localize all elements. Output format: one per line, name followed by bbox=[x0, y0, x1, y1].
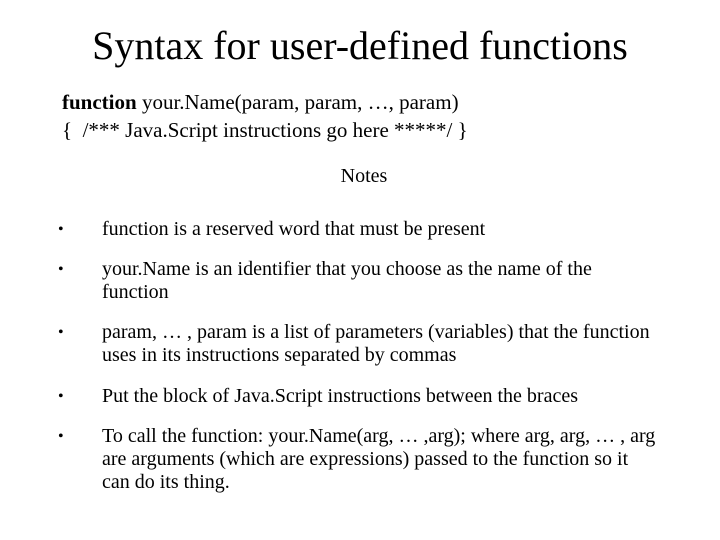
note-item bbox=[58, 385, 658, 408]
bullet-icon: • bbox=[58, 388, 64, 405]
note-text: function is a reserved word that must be present bbox=[102, 218, 486, 240]
note-item bbox=[58, 321, 658, 367]
note-text: param, … , param is a list of parameters (variables) that the function uses in its instructions separated by commas bbox=[102, 321, 650, 366]
bullet-icon: • bbox=[58, 324, 64, 341]
note-item bbox=[58, 425, 658, 494]
syntax-block bbox=[62, 88, 468, 144]
bullet-icon: • bbox=[58, 221, 64, 238]
note-text: your.Name is an identifier that you choose as the name of the function bbox=[102, 258, 592, 303]
syntax-signature: your.Name(param, param, …, param) bbox=[136, 90, 459, 114]
note-text: To call the function: your.Name(arg, … ,arg); where arg, arg, … , arg are arguments (which are expressions) passed to the function so it can do its thing. bbox=[102, 425, 656, 493]
syntax-signature-line bbox=[62, 88, 468, 116]
note-text: Put the block of Java.Script instructions between the braces bbox=[102, 385, 578, 407]
notes-list bbox=[58, 218, 658, 494]
note-item bbox=[58, 258, 658, 304]
slide-title: Syntax for user-defined functions bbox=[92, 23, 628, 68]
bullet-icon: • bbox=[58, 261, 64, 278]
syntax-keyword: function bbox=[62, 90, 137, 114]
syntax-body-line: { /*** Java.Script instructions go here *****/ } bbox=[62, 118, 468, 142]
bullet-icon: • bbox=[58, 428, 64, 445]
note-item bbox=[58, 218, 658, 241]
notes-heading: Notes bbox=[340, 165, 388, 187]
